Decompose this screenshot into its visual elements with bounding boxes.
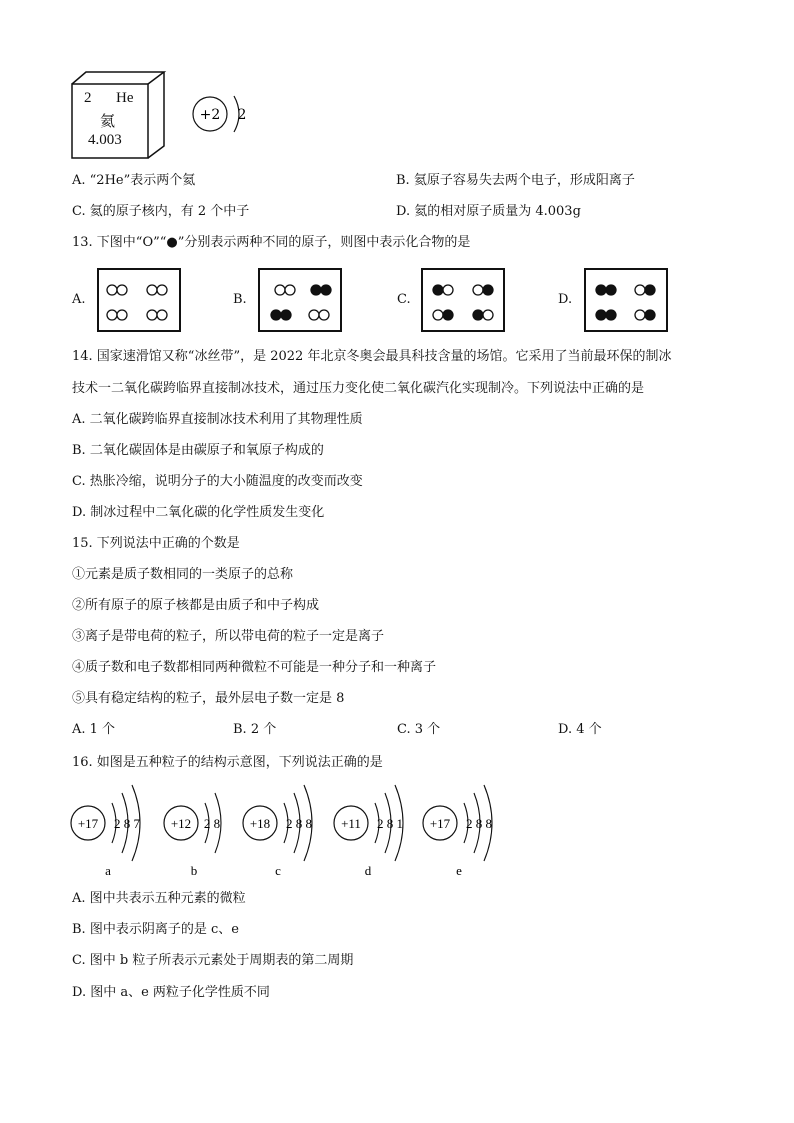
- atomic-mass: 4.003: [88, 132, 122, 148]
- q14-option-a: A. 二氧化碳跨临界直接制冰技术利用了其物理性质: [72, 412, 363, 427]
- q16-option-b: B. 图中表示阴离子的是 c、e: [72, 922, 239, 937]
- svg-text:a: a: [105, 863, 111, 878]
- q15-statement-5: ⑤具有稳定结构的粒子，最外层电子数一定是 8: [72, 691, 345, 706]
- svg-text:2 8 8: 2 8 8: [286, 816, 312, 831]
- q13-stem: 13. 下图中“O”“●”分别表示两种不同的原子，则图中表示化合物的是: [72, 235, 471, 250]
- svg-text:+18: +18: [249, 816, 271, 831]
- q13-label-b: B.: [233, 292, 247, 307]
- q15-statement-2: ②所有原子的原子核都是由质子和中子构成: [72, 598, 320, 613]
- q15-statement-3: ③离子是带电荷的粒子，所以带电荷的粒子一定是离子: [72, 629, 385, 644]
- q16-option-a: A. 图中共表示五种元素的微粒: [72, 891, 246, 906]
- helium-nucleus-charge: +2: [199, 107, 221, 123]
- q15-option-a: A. 1 个: [72, 722, 116, 737]
- element-symbol: He: [116, 90, 134, 106]
- q16-option-c: C. 图中 b 粒子所表示元素处于周期表的第二周期: [72, 953, 354, 968]
- q14-stem-line2: 技术一二氧化碳跨临界直接制冰技术，通过压力变化使二氧化碳汽化实现制冷。下列说法中正确的是: [72, 381, 645, 396]
- q14-option-c: C. 热胀冷缩，说明分子的大小随温度的改变而改变: [72, 474, 363, 489]
- q13-label-d: D.: [558, 292, 573, 307]
- q13-label-a: A.: [72, 292, 86, 307]
- particle-e: [423, 785, 492, 878]
- q15-statement-1: ①元素是质子数相同的一类原子的总称: [72, 567, 294, 582]
- particle-a: [71, 785, 141, 878]
- q12-option-b: B. 氦原子容易失去两个电子，形成阳离子: [396, 173, 635, 188]
- q15-option-b: B. 2 个: [233, 722, 277, 737]
- q16-option-d: D. 图中 a、e 两粒子化学性质不同: [72, 985, 270, 1000]
- svg-text:2 8: 2 8: [203, 816, 221, 831]
- q15-option-c: C. 3 个: [397, 722, 441, 737]
- svg-text:+17: +17: [429, 816, 451, 831]
- q16-particle-diagrams: [68, 783, 508, 881]
- q13-label-c: C.: [397, 292, 411, 307]
- q14-option-b: B. 二氧化碳固体是由碳原子和氧原子构成的: [72, 443, 324, 458]
- q16-stem: 16. 如图是五种粒子的结构示意图，下列说法正确的是: [72, 755, 383, 770]
- svg-text:2 8 8: 2 8 8: [466, 816, 492, 831]
- q12-option-c: C. 氦的原子核内，有 2 个中子: [72, 204, 250, 219]
- svg-text:+11: +11: [341, 816, 361, 831]
- q13-box-b: [258, 268, 342, 332]
- q14-option-d: D. 制冰过程中二氧化碳的化学性质发生变化: [72, 505, 325, 520]
- atomic-number: 2: [84, 90, 92, 106]
- q15-statement-4: ④质子数和电子数都相同两种微粒不可能是一种分子和一种离子: [72, 660, 437, 675]
- particle-b: [164, 793, 221, 878]
- svg-text:c: c: [275, 863, 281, 878]
- q13-box-c: [421, 268, 505, 332]
- periodic-table-cell: [70, 70, 170, 160]
- svg-text:b: b: [190, 863, 198, 878]
- q13-box-d: [584, 268, 668, 332]
- helium-shell-electrons: 2: [237, 107, 247, 123]
- svg-text:e: e: [456, 863, 462, 878]
- svg-text:2 8 1: 2 8 1: [377, 816, 403, 831]
- q13-box-a: [97, 268, 181, 332]
- svg-text:d: d: [364, 863, 372, 878]
- svg-text:+12: +12: [170, 816, 192, 831]
- helium-structure-diagram: [188, 92, 258, 136]
- q12-option-d: D. 氦的相对原子质量为 4.003g: [396, 204, 581, 219]
- particle-c: [243, 785, 312, 878]
- q15-option-d: D. 4 个: [558, 722, 602, 737]
- q12-option-a: A. “2He”表示两个氦: [72, 173, 196, 188]
- particle-d: [334, 785, 403, 878]
- svg-text:+17: +17: [77, 816, 99, 831]
- element-name: 氦: [100, 114, 116, 130]
- q15-stem: 15. 下列说法中正确的个数是: [72, 536, 240, 551]
- svg-text:2 8 7: 2 8 7: [114, 816, 140, 831]
- q14-stem-line1: 14. 国家速滑馆又称“冰丝带”，是 2022 年北京冬奥会最具科技含量的场馆。它采用了当前最环保的制冰: [72, 349, 672, 364]
